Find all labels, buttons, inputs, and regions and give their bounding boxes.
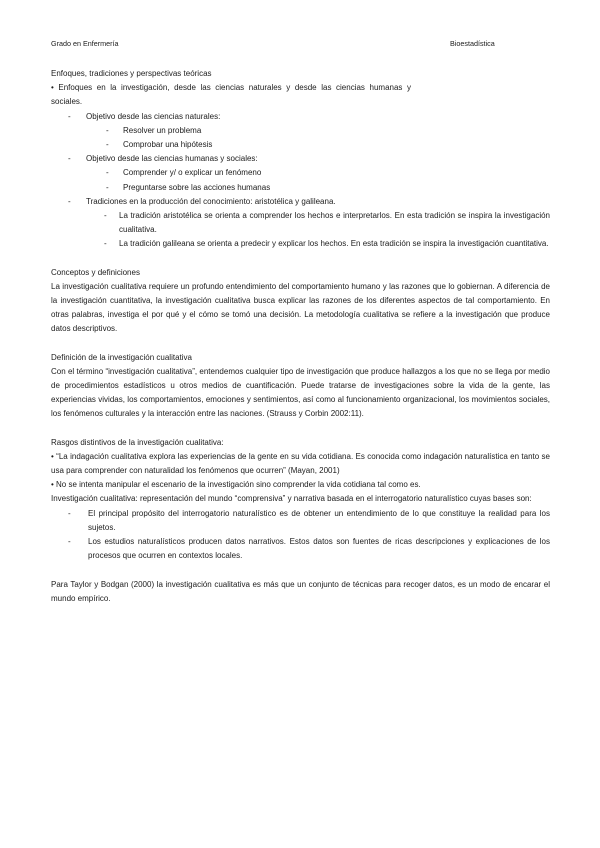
list-item: - Comprender y/ o explicar un fenómeno xyxy=(106,168,262,178)
bullet-enfoques: • Enfoques en la investigación, desde las ciencias naturales y desde las ciencias humanas y sociales. xyxy=(51,83,411,107)
paragraph-conceptos: La investigación cualitativa requiere un profundo entendimiento del comportamiento humano y las razones que lo gobiernan. A diferencia de la investigación cuantitativa, la investigación cualitativa busca explicar las razones de los diferentes aspectos de tal comportamiento. En otras palabras, investiga el por qué y el cómo se tomó una decisión. La metodología cualitativa se refiere a la investigación que produce datos descriptivos. xyxy=(51,281,550,334)
bullet-rasgos-2: • No se intenta manipular el escenario de la investigación sino comprender la vida cotidiana tal como es. xyxy=(51,480,421,490)
paragraph-definicion: Con el término “investigación cualitativa”, entendemos cualquier tipo de investigación que produce hallazgos a los que no se llega por medio de procedimientos estadísticos u otros medios de cuantificación. Puede tratarse de investigaciones sobre la vida de la gente, las experiencias vividas, los comportamientos, emociones y sentimientos, así como al funcionamiento organizacional, los movimientos sociales, los fenómenos culturales y la interacción entre las naciones. (Strauss y Corbin 2002:11). xyxy=(51,366,550,419)
section-heading-rasgos: Rasgos distintivos de la investigación cualitativa: xyxy=(51,437,224,447)
list-item: - El principal propósito del interrogatorio naturalístico es de obtener un entendimiento de lo que constituye la realidad para los sujetos. xyxy=(68,508,550,532)
list-item: - Resolver un problema xyxy=(106,125,202,135)
section-heading-enfoques: Enfoques, tradiciones y perspectivas teóricas xyxy=(51,69,212,78)
section-heading-conceptos: Conceptos y definiciones xyxy=(51,267,140,277)
list-item: - Preguntarse sobre las acciones humanas xyxy=(106,182,271,192)
list-item: - Tradiciones en la producción del conocimiento: aristotélica y galileana. xyxy=(68,196,336,206)
header-course: Grado en Enfermería xyxy=(51,39,119,48)
paragraph-taylor-bodgan: Para Taylor y Bodgan (2000) la investigación cualitativa es más que un conjunto de técnicas para recoger datos, es un modo de encarar el mundo empírico. xyxy=(51,579,550,603)
document-body xyxy=(51,67,550,606)
section-heading-definicion: Definición de la investigación cualitativa xyxy=(51,352,192,362)
list-item: - La tradición galileana se orienta a predecir y explicar los hechos. En esta tradición se inspira la investigación cuantitativa. xyxy=(104,239,549,249)
bullet-rasgos-1: • “La indagación cualitativa explora las experiencias de la gente en su vida cotidiana. Es conocida como indagación naturalística en tanto se usa para comprender con naturalidad los fenómenos que ocurren” (Mayan, 2001) xyxy=(51,451,550,476)
paragraph-rasgos-bases: Investigación cualitativa: representación del mundo “comprensiva” y narrativa basada en el interrogatorio naturalístico cuyas bases son: xyxy=(51,494,532,504)
list-item: - Los estudios naturalísticos producen datos narrativos. Estos datos son fuentes de ricas descripciones y explicaciones de los procesos que ocurren en contextos locales. xyxy=(68,537,550,561)
list-item: - Objetivo desde las ciencias humanas y sociales: xyxy=(68,154,258,164)
list-item: - Comprobar una hipótesis xyxy=(106,140,213,150)
list-item: - Objetivo desde las ciencias naturales: xyxy=(68,111,221,121)
header-subject: Bioestadística xyxy=(450,39,495,48)
list-item: - La tradición aristotélica se orienta a comprender los hechos e interpretarlos. En esta tradición se inspira la investigación cualitativa. xyxy=(104,211,550,235)
